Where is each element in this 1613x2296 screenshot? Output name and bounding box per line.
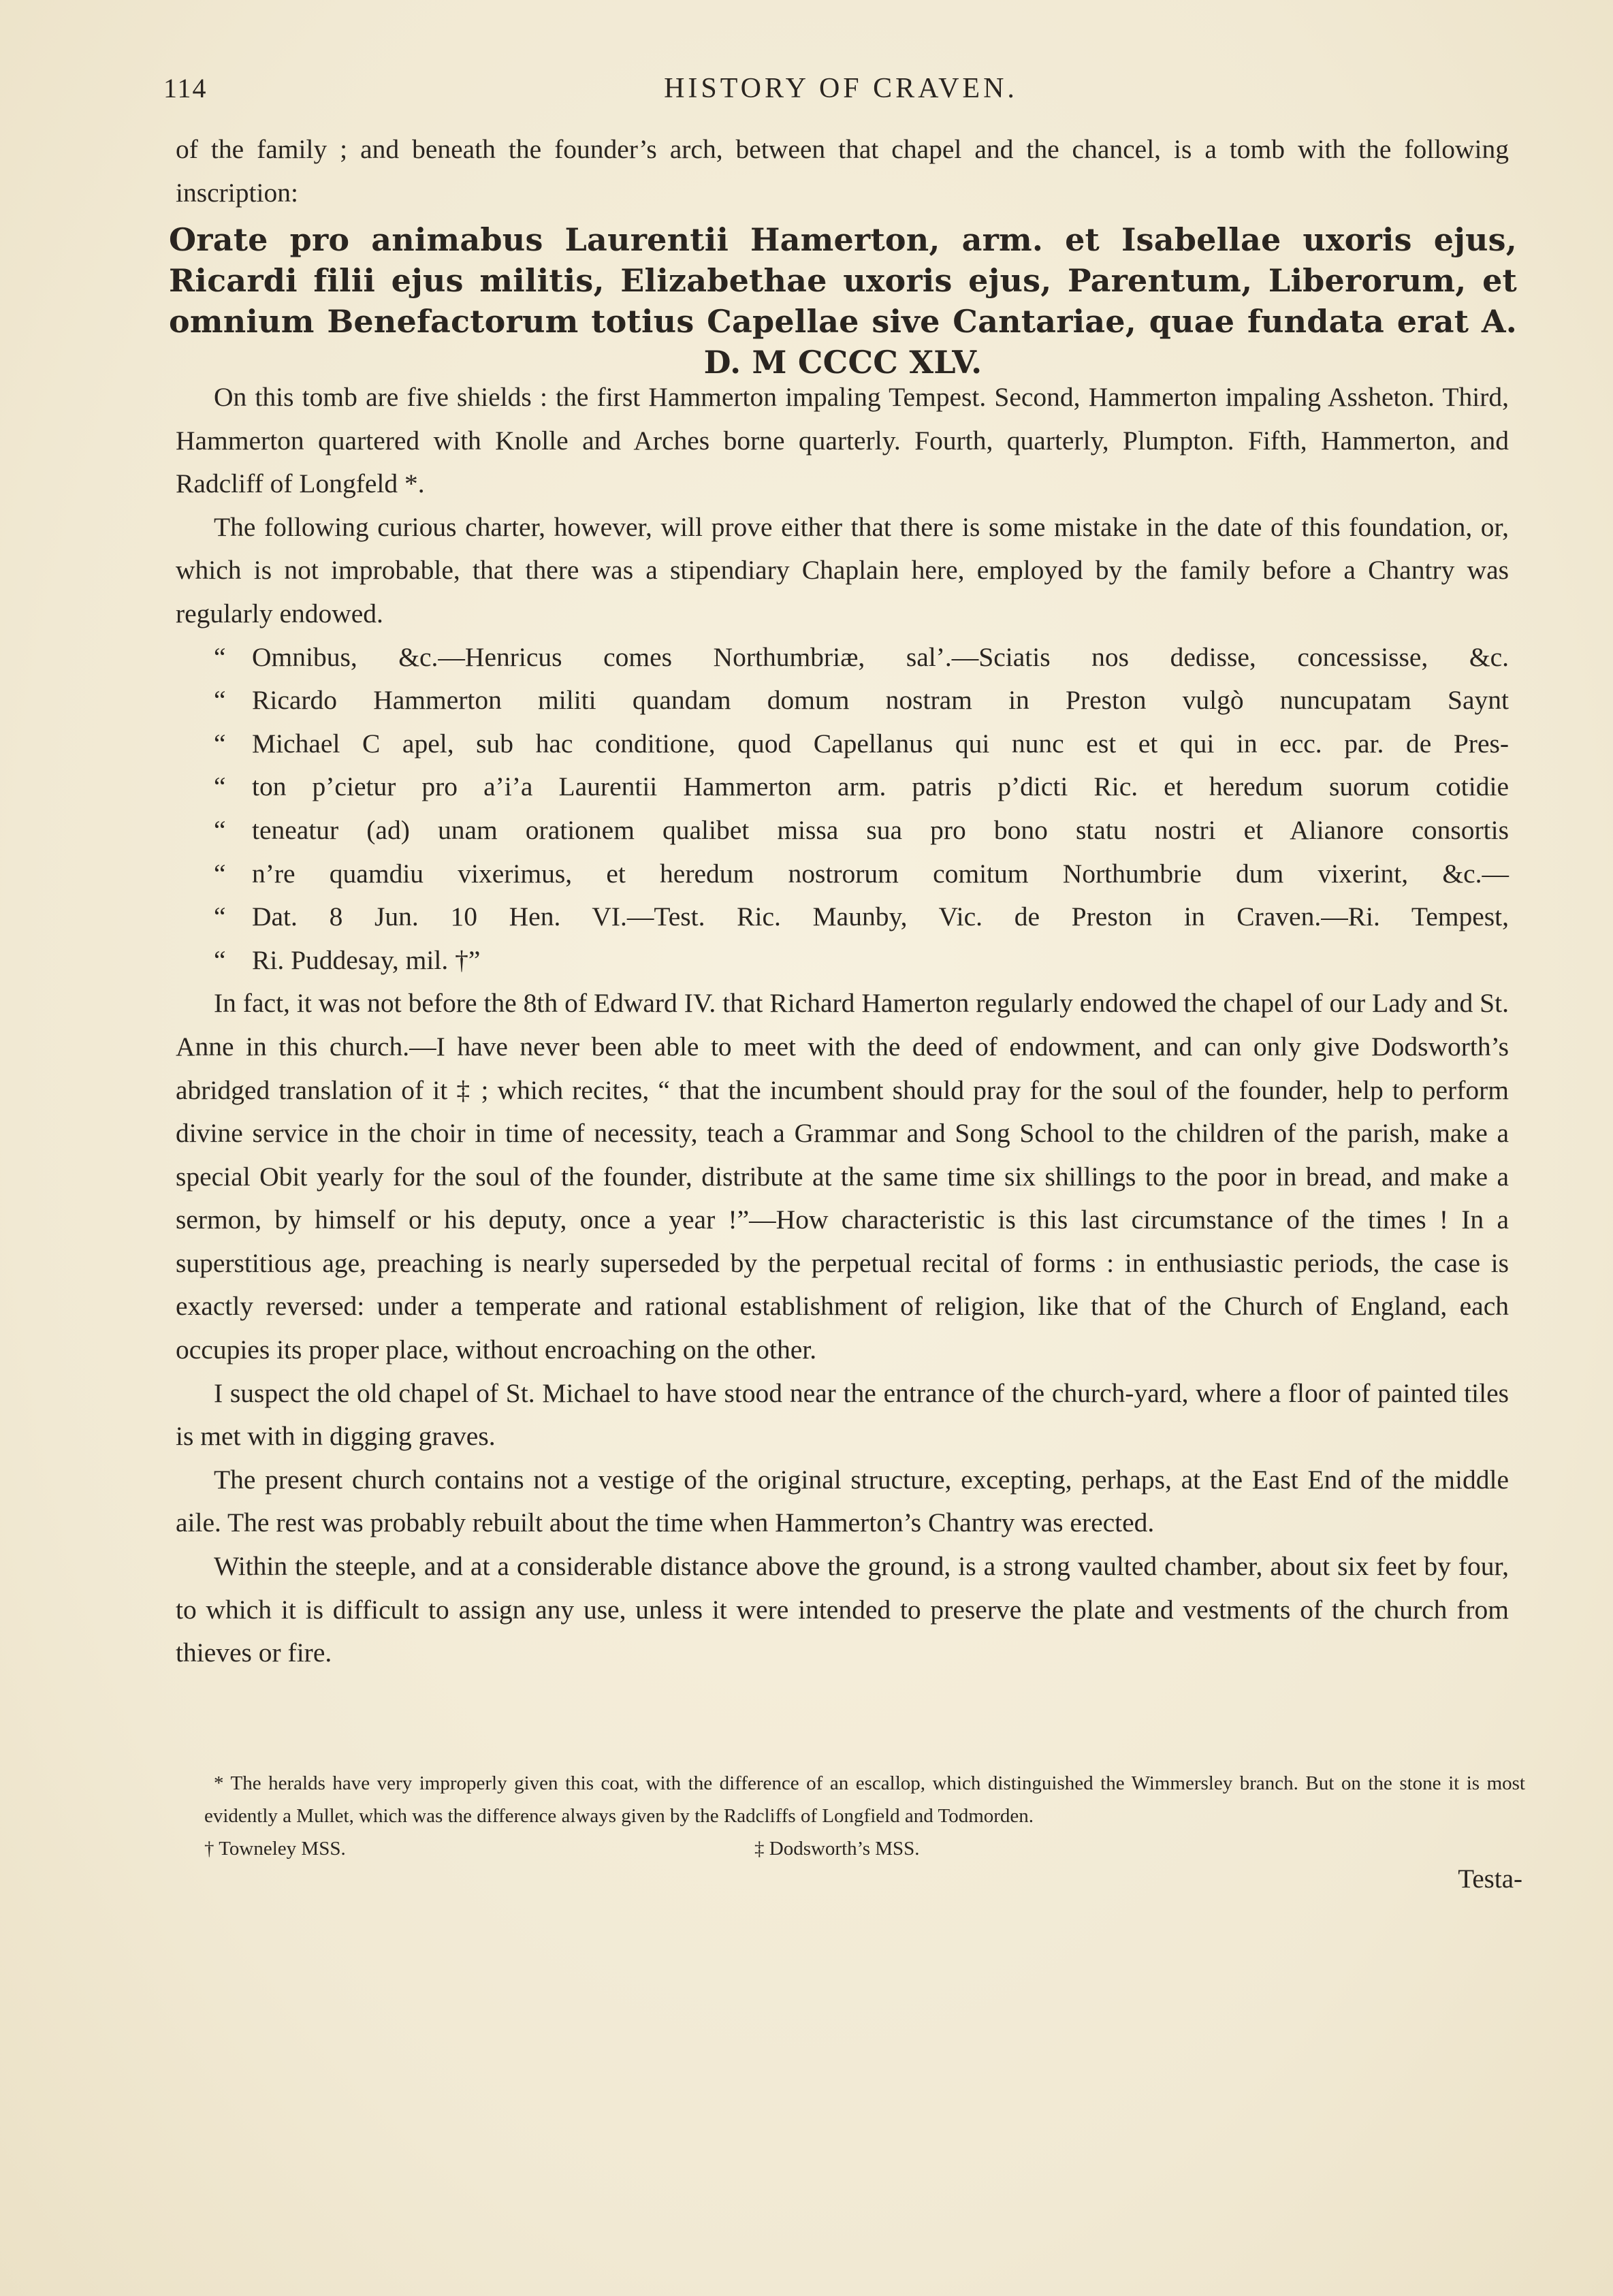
open-quote-mark: “ — [214, 944, 226, 975]
paragraph-charter-intro: The following curious charter, however, will prove either that there is some mistake in the date of this foundation, or, which is not improbable, that there was a stipendiary Chaplain here, employed by the family before a Chantry was regularly endowed. — [176, 511, 1509, 628]
charter-line-text: ton p’cietur pro a’i’a Laurentii Hammerton arm. patris p’dicti Ric. et heredum suorum cotidie — [252, 771, 1509, 802]
open-quote-mark: “ — [214, 685, 226, 716]
charter-line-text: Michael C apel, sub hac conditione, quod Capellanus qui nunc est et qui in ecc. par. de Pres- — [252, 728, 1509, 759]
footnotes — [204, 1767, 1525, 1865]
inscription-block — [169, 219, 1517, 383]
charter-line-text: Ricardo Hammerton militi quandam domum nostram in Preston vulgò nuncupatam Saynt — [252, 685, 1509, 716]
charter-line-text: Omnibus, &c.—Henricus comes Northumbriæ, sal’.—Sciatis nos dedisse, concessisse, &c. — [252, 641, 1509, 672]
charter-line — [214, 679, 1509, 722]
open-quote-mark: “ — [214, 814, 226, 845]
blackletter-inscription: Orate pro animabus Laurentii Hamerton, arm. et Isabellae uxoris ejus, Ricardi filii ejus militis, Elizabethae uxoris ejus, Parentum, Liberorum, et omnium Benefactorum totius Capellae sive Cantariae, quae fundata erat A. D. M CCCC XLV. — [169, 221, 1517, 381]
footnote-double-dagger: ‡ Dodsworth’s MSS. — [754, 1838, 920, 1860]
main-text — [176, 376, 1509, 1675]
paragraph-family-tomb: of the family ; and beneath the founder’s arch, between that chapel and the chancel, is a tomb with the following inscription: — [176, 134, 1509, 208]
open-quote-mark: “ — [214, 641, 226, 672]
open-quote-mark: “ — [214, 771, 226, 802]
charter-line — [214, 852, 1509, 896]
page-number: 114 — [163, 73, 208, 103]
catchword: Testa- — [1458, 1864, 1522, 1894]
charter-line-text: Dat. 8 Jun. 10 Hen. VI.—Test. Ric. Maunby, Vic. de Preston in Craven.—Ri. Tempest, — [252, 902, 1509, 932]
charter-line — [214, 939, 1509, 983]
footnote-dagger: † Towneley MSS. — [204, 1838, 346, 1860]
opening-paragraph — [176, 128, 1509, 214]
paragraph-old-chapel: I suspect the old chapel of St. Michael to have stood near the entrance of the church-yard, where a floor of painted tiles is met with in digging graves. — [176, 1377, 1509, 1452]
paragraph-steeple-chamber: Within the steeple, and at a considerable distance above the ground, is a strong vaulted chamber, about six feet by four, to which it is difficult to assign any use, unless it were intended to preserve the plate and vestments of the church from thieves or fire. — [176, 1551, 1509, 1668]
charter-line — [214, 809, 1509, 852]
charter-line-text: Ri. Puddesay, mil. †” — [252, 944, 481, 975]
charter-line-text: teneatur (ad) unam orationem qualibet missa sua pro bono statu nostri et Alianore consortis — [252, 814, 1509, 845]
page-header — [163, 72, 1518, 113]
footnote-row — [204, 1832, 1525, 1865]
charter-quotation — [176, 636, 1509, 983]
paragraph-present-church: The present church contains not a vestige of the original structure, excepting, perhaps, at the East End of the middle aile. The rest was probably rebuilt about the time when Hammerton’s Chantry was erected. — [176, 1464, 1509, 1538]
charter-line — [214, 636, 1509, 680]
open-quote-mark: “ — [214, 728, 226, 759]
paragraph-endowment: In fact, it was not before the 8th of Edward IV. that Richard Hamerton regularly endowed the chapel of our Lady and St. Anne in this church.—I have never been able to meet with the deed of endowment, and can only give Dodsworth’s abridged translation of it ‡ ; which recites, “ that the incumbent should pray for the soul of the founder, help to perform divine service in the choir in time of necessity, teach a Grammar and Song School to the children of the parish, make a special Obit yearly for the soul of the founder, distribute at the same time six shillings to the poor in bread, and make a sermon, by himself or his deputy, once a year !”—How characteristic is this last circumstance of the times ! In a superstitious age, preaching is nearly superseded by the perpetual recital of forms : in enthusiastic periods, the case is exactly reversed: under a temperate and rational establishment of religion, like that of the Church of England, each occupies its proper place, without encroaching on the other. — [176, 988, 1509, 1365]
running-title: HISTORY OF CRAVEN. — [664, 73, 1018, 104]
open-quote-mark: “ — [214, 902, 226, 932]
charter-line-text: n’re quamdiu vixerimus, et heredum nostrorum comitum Northumbrie dum vixerint, &c.— — [252, 858, 1509, 889]
footnote-star: * The heralds have very improperly given this coat, with the difference of an escallop, which distinguished the Wimmersley branch. But on the stone it is most evidently a Mullet, which was the difference always given by the Radcliffs of Longfield and Todmorden. — [204, 1772, 1525, 1827]
charter-line — [214, 765, 1509, 809]
charter-line — [214, 722, 1509, 766]
paragraph-shields: On this tomb are five shields : the first Hammerton impaling Tempest. Second, Hammerton impaling Assheton. Third, Hammerton quartered with Knolle and Arches borne quarterly. Fourth, quarterly, Plumpton. Fifth, Hammerton, and Radcliff of Longfeld *. — [176, 382, 1509, 499]
open-quote-mark: “ — [214, 858, 226, 889]
charter-line — [214, 895, 1509, 939]
